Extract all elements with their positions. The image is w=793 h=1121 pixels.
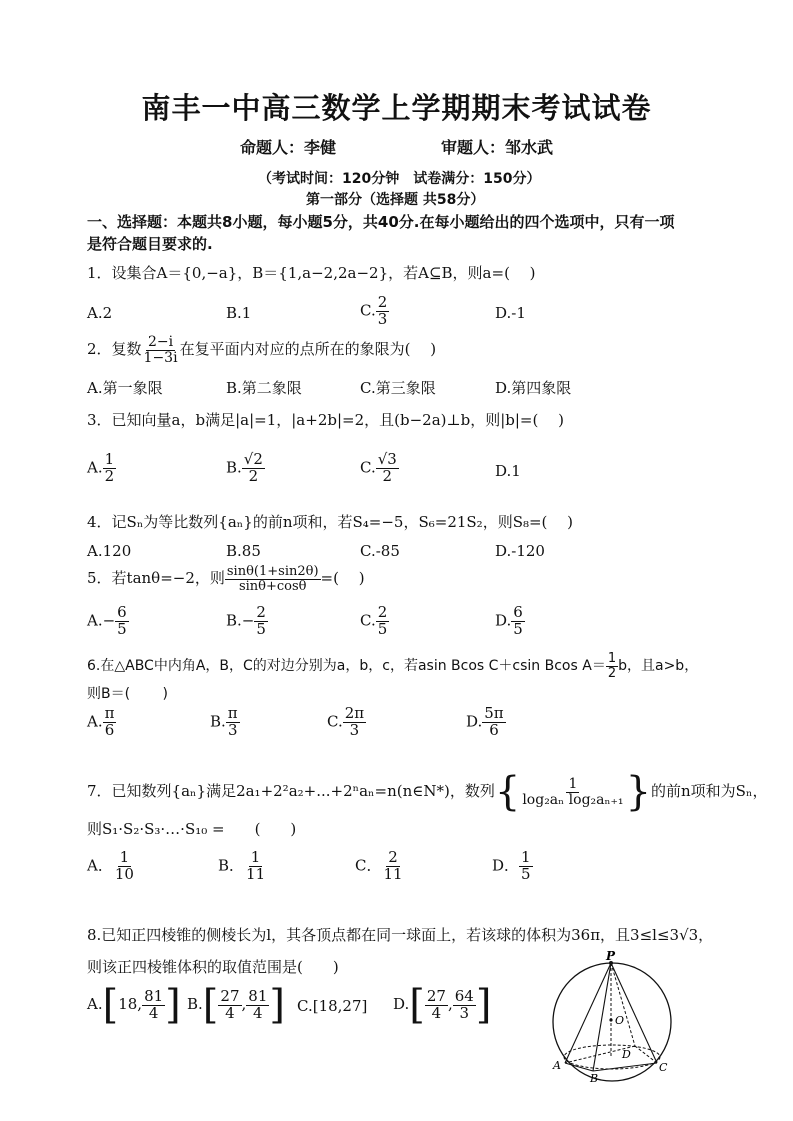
q2-option-b: B.第二象限: [226, 379, 302, 397]
setter: 命题人：李健: [240, 138, 337, 157]
q5-option-d: D. $\frac{6}{5}$: [495, 603, 523, 638]
q4-stem: 4．记Sₙ为等比数列{aₙ}的前n项和，若S₄=−5，S₆=21S₂，则S₈=( ): [87, 513, 574, 531]
q6-stem-line2: 则B＝( ): [87, 686, 168, 702]
reviewer: 审题人：邹水武: [441, 138, 554, 157]
q3-option-b: B. $\frac{√2}{2}$: [226, 450, 263, 485]
q8-stem-line2: 则该正四棱锥体积的取值范围是( ): [87, 958, 339, 976]
label-c: C: [659, 1061, 668, 1074]
q1-stem: 1．设集合A＝{0,−a}，B＝{1,a−2,2a−2}，若A⊆B，则a=( ): [87, 264, 536, 282]
q4-option-c: C.-85: [360, 542, 400, 560]
label-o: O: [615, 1014, 625, 1027]
q7-option-d: D． $\frac{1}{5}$: [492, 848, 531, 883]
q1-option-d: D.-1: [495, 304, 526, 322]
q8-option-a: A.[18, $\frac{81}{4}$ ]: [87, 982, 181, 1028]
q6-option-c: C. $\frac{2\pi}{3}$: [327, 704, 365, 739]
q8-option-c: C.[18,27]: [297, 997, 368, 1015]
q6-option-d: D. $\frac{5\pi}{6}$: [466, 704, 504, 739]
q8-stem-line1: 8.已知正四棱锥的侧棱长为l，其各顶点都在同一球面上，若该球的体积为36π，且3≤l≤3√3，: [87, 926, 714, 944]
q3-option-d: D.1: [495, 462, 521, 480]
edge-pd: [611, 963, 635, 1046]
q3-stem: 3．已知向量a，b满足|a|=1，|a+2b|=2，且(b−2a)⊥b，则|b|=( ): [87, 411, 564, 429]
q1-option-b: B.1: [226, 304, 252, 322]
label-p: P: [606, 950, 616, 963]
base-ellipse: [564, 1045, 660, 1069]
part-heading: 第一部分（选择题 共58分）: [306, 192, 485, 208]
q6-option-b: B. $\frac{\pi}{3}$: [210, 704, 238, 739]
edge-pc: [611, 963, 657, 1063]
section-heading-line2: 是符合题目要求的.: [87, 235, 213, 253]
center-o: [609, 1018, 612, 1021]
q2-option-a: A.第一象限: [87, 379, 163, 397]
base-ab: [565, 1063, 593, 1071]
q7-option-a: A． $\frac{1}{10}$: [87, 848, 134, 883]
q3-option-a: A. $\frac{1}{2}$: [87, 450, 115, 485]
q7-stem-line1: 7．已知数列{aₙ}满足2a₁+2²a₂+...+2ⁿaₙ=n(n∈N*)，数列{ $\frac{1}{\text{log₂aₙ log₂aₙ₊₁}}$ }的前n项和为Sₙ，: [87, 769, 768, 815]
q6-option-a: A. $\frac{\pi}{6}$: [87, 704, 115, 739]
q4-option-b: B.85: [226, 542, 261, 560]
q3-option-c: C. $\frac{√3}{2}$: [360, 450, 397, 485]
q2-option-d: D.第四象限: [495, 379, 572, 397]
label-a: A: [553, 1059, 561, 1072]
q8-option-d: D.[ $\frac{27}{4}$ , $\frac{64}{3}$ ]: [393, 982, 492, 1028]
q7-option-c: C． $\frac{2}{11}$: [355, 848, 403, 883]
q5-option-a: A.− $\frac{6}{5}$: [87, 603, 127, 638]
label-d: D: [622, 1048, 631, 1061]
q5-option-c: C. $\frac{2}{5}$: [360, 603, 388, 638]
sphere-pyramid-figure: [545, 950, 685, 1085]
edge-pb: [593, 963, 611, 1071]
q8-option-b: B.[ $\frac{27}{4}$ , $\frac{81}{4}$ ]: [187, 982, 285, 1028]
q7-option-b: B． $\frac{1}{11}$: [218, 848, 266, 883]
q1-option-a: A.2: [87, 304, 113, 322]
exam-title: 南丰一中高三数学上学期期末考试试卷: [141, 91, 652, 125]
q5-option-b: B.− $\frac{2}{5}$: [226, 603, 266, 638]
q1-option-c: C. $\frac{2}{3}$: [360, 293, 388, 328]
q2-option-c: C.第三象限: [360, 379, 436, 397]
label-b: B: [590, 1072, 599, 1085]
q4-option-a: A.120: [87, 542, 132, 560]
section-heading-line1: 一、选择题：本题共8小题，每小题5分，共40分.在每小题给出的四个选项中，只有一项: [87, 213, 675, 231]
q2-stem: 2．复数 $\frac{2-i}{1-3i}$ 在复平面内对应的点所在的象限为( ): [87, 334, 437, 366]
q5-stem: 5．若tanθ=−2，则 $\frac{\sin\theta(1+\sin 2\theta)}{\sin\theta+\cos\theta}$ =( ): [87, 564, 365, 594]
q6-stem-line1: 6.在△ABC中内角A，B，C的对边分别为a，b，c，若asin Bcos C＋csin Bcos A＝ $\frac{1}{2}$ b，且a>b，: [87, 651, 699, 681]
base-cd: [635, 1046, 657, 1063]
q7-stem-line2: 则S₁·S₂·S₃·…·S₁₀ = ( ): [87, 820, 297, 838]
exam-info: （考试时间：120分钟 试卷满分：150分）: [258, 171, 541, 187]
q4-option-d: D.-120: [495, 542, 545, 560]
